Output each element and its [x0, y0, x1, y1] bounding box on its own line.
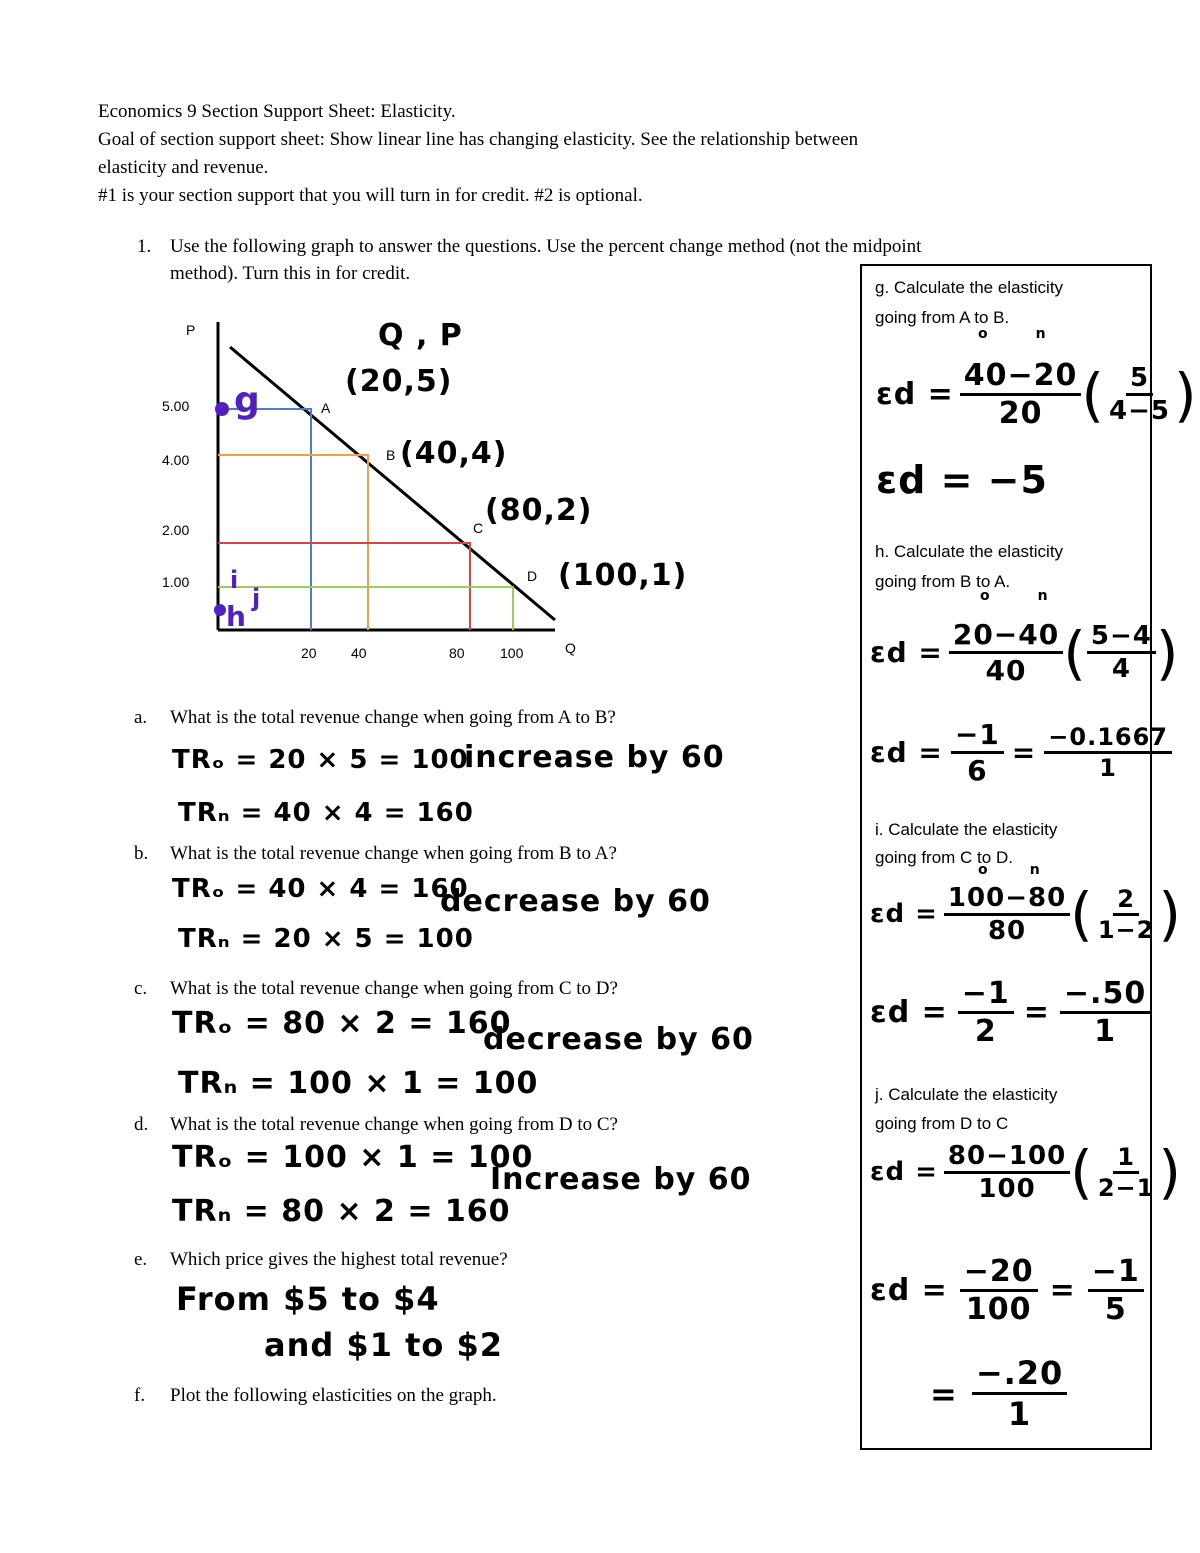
- part-j-result-lhs: εd =: [870, 1273, 948, 1308]
- y-tick: 5.00: [162, 398, 190, 414]
- part-j-denominator: 100: [978, 1173, 1036, 1204]
- part-g-ratio: [1105, 363, 1174, 426]
- x-axis-label: Q: [565, 640, 576, 656]
- part-j-ratio-numerator: 1: [1113, 1143, 1139, 1174]
- part-i-decimal: [1060, 976, 1150, 1049]
- hand-coord-header: Q , P: [378, 318, 463, 353]
- answer-work: TRₙ = 40 × 4 = 160: [178, 798, 474, 828]
- part-i-denominator: 80: [987, 915, 1027, 946]
- answer-result: decrease by 60: [440, 884, 711, 919]
- part-j-decimal-numerator: −.20: [972, 1354, 1068, 1395]
- point-a-guides: [218, 409, 311, 630]
- part-i-fraction: [944, 883, 1070, 946]
- point-label-d: D: [527, 568, 538, 584]
- answer-work: TRₒ = 80 × 2 = 160: [172, 1006, 512, 1041]
- elasticity-point-h: [214, 604, 226, 616]
- question-text: Which price gives the highest total revenue?: [170, 1249, 508, 1270]
- part-j-prompt-cont: going from D to C: [875, 1114, 1009, 1133]
- x-tick: 20: [301, 645, 317, 661]
- part-i-result-numerator: −1: [958, 976, 1014, 1014]
- part-g-equation: [876, 358, 1198, 431]
- goal-line-cont: elasticity and revenue.: [98, 157, 269, 178]
- question-letter: b.: [134, 843, 149, 864]
- part-j-ratio: [1094, 1143, 1159, 1202]
- part-i-lhs: εd =: [870, 899, 938, 929]
- part-j-equation: [870, 1138, 1182, 1206]
- answer-work: and $1 to $2: [264, 1326, 504, 1364]
- hand-point-a: (20,5): [345, 364, 453, 399]
- part-h-result: [870, 718, 1172, 787]
- part-h-result-lhs: εd =: [870, 736, 943, 769]
- sheet-title: Economics 9 Section Support Sheet: Elasticity.: [98, 101, 456, 122]
- part-j-result-denominator: 100: [965, 1292, 1032, 1327]
- answer-result: increase by 60: [464, 740, 725, 775]
- part-g-result: εd = −5: [876, 458, 1048, 502]
- part-h-result-denominator: 6: [967, 754, 988, 787]
- part-h-result-numerator: −1: [951, 718, 1004, 754]
- part-i-numerator: 100−80: [944, 883, 1070, 916]
- paren-open: (: [1063, 618, 1087, 687]
- part-i-result-lhs: εd =: [870, 995, 948, 1030]
- elasticity-point-g: [215, 402, 229, 416]
- paren-open: (: [1070, 1138, 1094, 1206]
- part-h-ratio-denominator: 4: [1111, 654, 1131, 684]
- answer-work: TRₒ = 100 × 1 = 100: [172, 1140, 534, 1175]
- hand-point-b: (40,4): [400, 436, 508, 471]
- paren-open: (: [1081, 360, 1106, 429]
- y-axis-label: P: [186, 322, 196, 338]
- question-number: 1.: [137, 236, 152, 257]
- answer-work: TRₙ = 80 × 2 = 160: [172, 1194, 511, 1229]
- mark-i: i: [230, 566, 240, 594]
- mark-g: g: [234, 380, 261, 421]
- answer-result: decrease by 60: [483, 1022, 754, 1057]
- answer-work: TRₒ = 40 × 4 = 160: [172, 874, 469, 904]
- question-text: What is the total revenue change when going from B to A?: [170, 843, 617, 864]
- answer-work: From $5 to $4: [176, 1280, 440, 1318]
- hand-point-c: (80,2): [485, 493, 593, 528]
- part-i-ratio-numerator: 2: [1113, 885, 1139, 916]
- question-letter: a.: [134, 707, 148, 728]
- equals-sign: =: [1049, 1273, 1076, 1308]
- part-h-numerator: 20−40: [949, 618, 1063, 654]
- part-h-marks: o n: [980, 588, 1049, 604]
- part-j-simplified-numerator: −1: [1088, 1254, 1144, 1292]
- part-j-lhs: εd =: [870, 1157, 938, 1187]
- part-j-decimal: [930, 1354, 1067, 1433]
- part-j-result-fraction: [960, 1254, 1038, 1327]
- question-instructions-cont: method). Turn this in for credit.: [170, 263, 411, 284]
- part-i-ratio-denominator: 1−2: [1097, 915, 1155, 944]
- mark-h: h: [226, 600, 247, 633]
- question-text: Plot the following elasticities on the graph.: [170, 1385, 497, 1406]
- mark-j: j: [252, 584, 262, 612]
- question-text: What is the total revenue change when going from C to D?: [170, 978, 618, 999]
- goal-line: Goal of section support sheet: Show linear line has changing elasticity. See the relationship between: [98, 129, 859, 150]
- part-h-equation: [870, 618, 1179, 687]
- paren-open: (: [1070, 880, 1094, 948]
- equals-sign: =: [1011, 736, 1037, 769]
- part-i-decimal-numerator: −.50: [1060, 976, 1150, 1014]
- equals-sign: =: [1023, 995, 1050, 1030]
- part-h-ratio: [1087, 621, 1156, 684]
- part-g-marks: o n: [978, 326, 1047, 342]
- answer-work: TRₙ = 100 × 1 = 100: [178, 1066, 539, 1101]
- paren-close: ): [1158, 1138, 1182, 1206]
- point-label-a: A: [321, 400, 331, 416]
- y-tick: 4.00: [162, 452, 190, 468]
- answer-work: TRₙ = 20 × 5 = 100: [178, 924, 474, 954]
- part-g-denominator: 20: [998, 396, 1043, 431]
- question-text: What is the total revenue change when going from D to C?: [170, 1114, 618, 1135]
- x-tick: 100: [500, 645, 524, 661]
- question-letter: e.: [134, 1249, 148, 1270]
- part-h-fraction: [949, 618, 1063, 687]
- part-j-simplified: [1088, 1254, 1144, 1327]
- part-j-result-numerator: −20: [960, 1254, 1038, 1292]
- part-j-prompt: j. Calculate the elasticity: [875, 1085, 1058, 1104]
- point-d-guides: [218, 587, 513, 630]
- part-h-decimal-denominator: 1: [1099, 754, 1117, 782]
- answer-result: Increase by 60: [490, 1162, 752, 1197]
- part-g-ratio-numerator: 5: [1126, 363, 1153, 396]
- point-label-b: B: [386, 447, 396, 463]
- part-j-fraction: [944, 1141, 1070, 1204]
- part-i-result-fraction: [958, 976, 1014, 1049]
- part-g-lhs: εd =: [876, 377, 954, 412]
- part-g-prompt: g. Calculate the elasticity: [875, 278, 1064, 297]
- part-i-decimal-denominator: 1: [1094, 1014, 1116, 1049]
- part-i-prompt-cont: going from C to D.: [875, 848, 1013, 867]
- question-letter: c.: [134, 978, 148, 999]
- part-h-decimal: [1044, 723, 1172, 782]
- y-tick: 1.00: [162, 574, 190, 590]
- part-h-lhs: εd =: [870, 636, 943, 669]
- part-g-numerator: 40−20: [960, 358, 1082, 396]
- part-j-numerator: 80−100: [944, 1141, 1070, 1174]
- part-h-prompt-cont: going from B to A.: [875, 572, 1011, 591]
- paren-close: ): [1155, 618, 1180, 687]
- point-label-c: C: [473, 520, 484, 536]
- part-h-denominator: 40: [985, 654, 1027, 687]
- part-h-decimal-numerator: −0.1667: [1044, 723, 1172, 754]
- part-h-ratio-numerator: 5−4: [1087, 621, 1156, 654]
- part-h-prompt: h. Calculate the elasticity: [875, 542, 1064, 561]
- part-i-result-denominator: 2: [974, 1014, 997, 1049]
- paren-close: ): [1174, 360, 1198, 429]
- part-h-result-fraction: [951, 718, 1004, 787]
- x-tick: 80: [449, 645, 465, 661]
- credit-note: #1 is your section support that you will turn in for credit. #2 is optional.: [98, 185, 643, 206]
- part-g-prompt-cont: going from A to B.: [875, 308, 1010, 327]
- question-letter: f.: [134, 1385, 146, 1406]
- demand-graph: [150, 310, 850, 670]
- part-i-marks: o n: [978, 862, 1041, 878]
- paren-close: ): [1158, 880, 1182, 948]
- question-instructions: Use the following graph to answer the questions. Use the percent change method (not the midpoint: [170, 236, 922, 257]
- part-i-equation: [870, 880, 1182, 948]
- part-i-result: [870, 976, 1150, 1049]
- part-j-simplified-denominator: 5: [1104, 1292, 1127, 1327]
- y-tick: 2.00: [162, 522, 190, 538]
- question-letter: d.: [134, 1114, 149, 1135]
- part-j-ratio-denominator: 2−1: [1097, 1173, 1155, 1202]
- equals-sign: =: [930, 1374, 958, 1413]
- question-text: What is the total revenue change when going from A to B?: [170, 707, 616, 728]
- part-j-decimal-denominator: 1: [1007, 1395, 1032, 1433]
- part-j-decimal-fraction: [972, 1354, 1068, 1433]
- x-tick: 40: [351, 645, 367, 661]
- part-i-prompt: i. Calculate the elasticity: [875, 820, 1058, 839]
- part-i-ratio: [1094, 885, 1159, 944]
- part-j-result: [870, 1254, 1144, 1327]
- part-g-ratio-denominator: 4−5: [1109, 396, 1171, 426]
- answer-work: TRₒ = 20 × 5 = 100: [172, 745, 469, 775]
- part-g-fraction: [960, 358, 1082, 431]
- hand-point-d: (100,1): [558, 558, 688, 593]
